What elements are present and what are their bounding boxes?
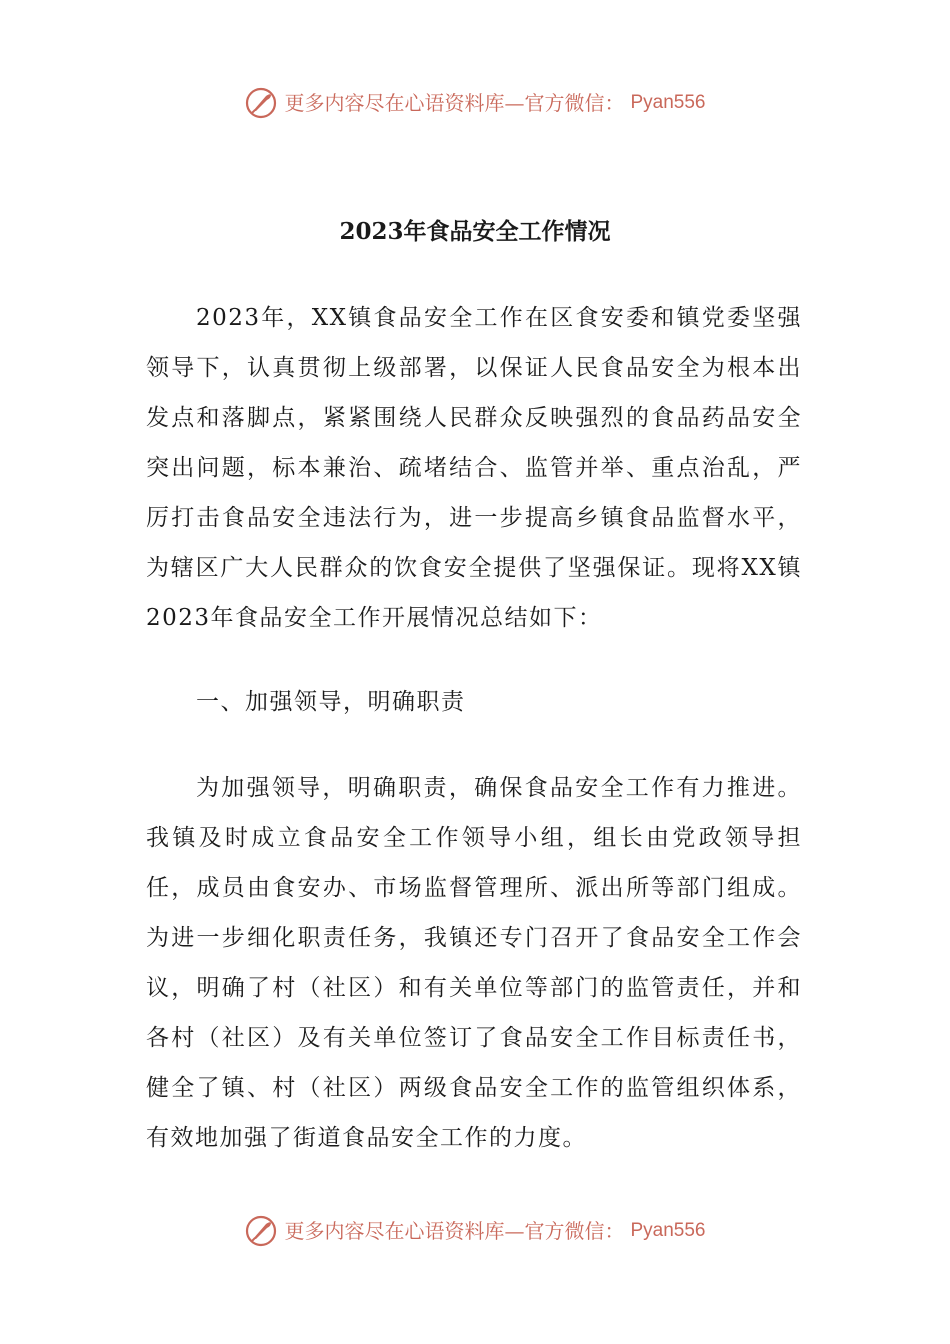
watermark-wechat-id: Pyan556 bbox=[630, 1220, 706, 1241]
watermark-wechat-id: Pyan556 bbox=[630, 92, 706, 113]
paragraph-intro: 2023年，XX镇食品安全工作在区食安委和镇党委坚强领导下，认真贯彻上级部署，以保证人民食品安全为根本出发点和落脚点，紧紧围绕人民群众反映强烈的食品药品安全突出问题，标本兼治、疏堵结合、监管并举、重点治乱，严厉打击食品安全违法行为，进一步提高乡镇食品监督水平，为辖区广大人民群众的饮食安全提供了坚强保证。现将XX镇2023年食品安全工作开展情况总结如下： bbox=[146, 305, 802, 631]
watermark-text: 更多内容尽在心语资料库—官方微信： bbox=[284, 1219, 625, 1243]
quill-seal-icon bbox=[244, 1214, 278, 1248]
watermark-footer bbox=[0, 1214, 950, 1248]
watermark-text: 更多内容尽在心语资料库—官方微信： bbox=[284, 91, 625, 115]
watermark-header bbox=[0, 86, 950, 120]
section-heading-1: 一、加强领导，明确职责 bbox=[196, 689, 466, 715]
quill-seal-icon bbox=[244, 86, 278, 120]
document-title: 2023年食品安全工作情况 bbox=[339, 218, 611, 245]
paragraph-section-1: 为加强领导，明确职责，确保食品安全工作有力推进。我镇及时成立食品安全工作领导小组，组长由党政领导担任，成员由食安办、市场监督管理所、派出所等部门组成。为进一步细化职责任务，我镇还专门召开了食品安全工作会议，明确了村（社区）和有关单位等部门的监管责任，并和各村（社区）及有关单位签订了食品安全工作目标责任书，健全了镇、村（社区）两级食品安全工作的监管组织体系，有效地加强了街道食品安全工作的力度。 bbox=[146, 775, 802, 1151]
